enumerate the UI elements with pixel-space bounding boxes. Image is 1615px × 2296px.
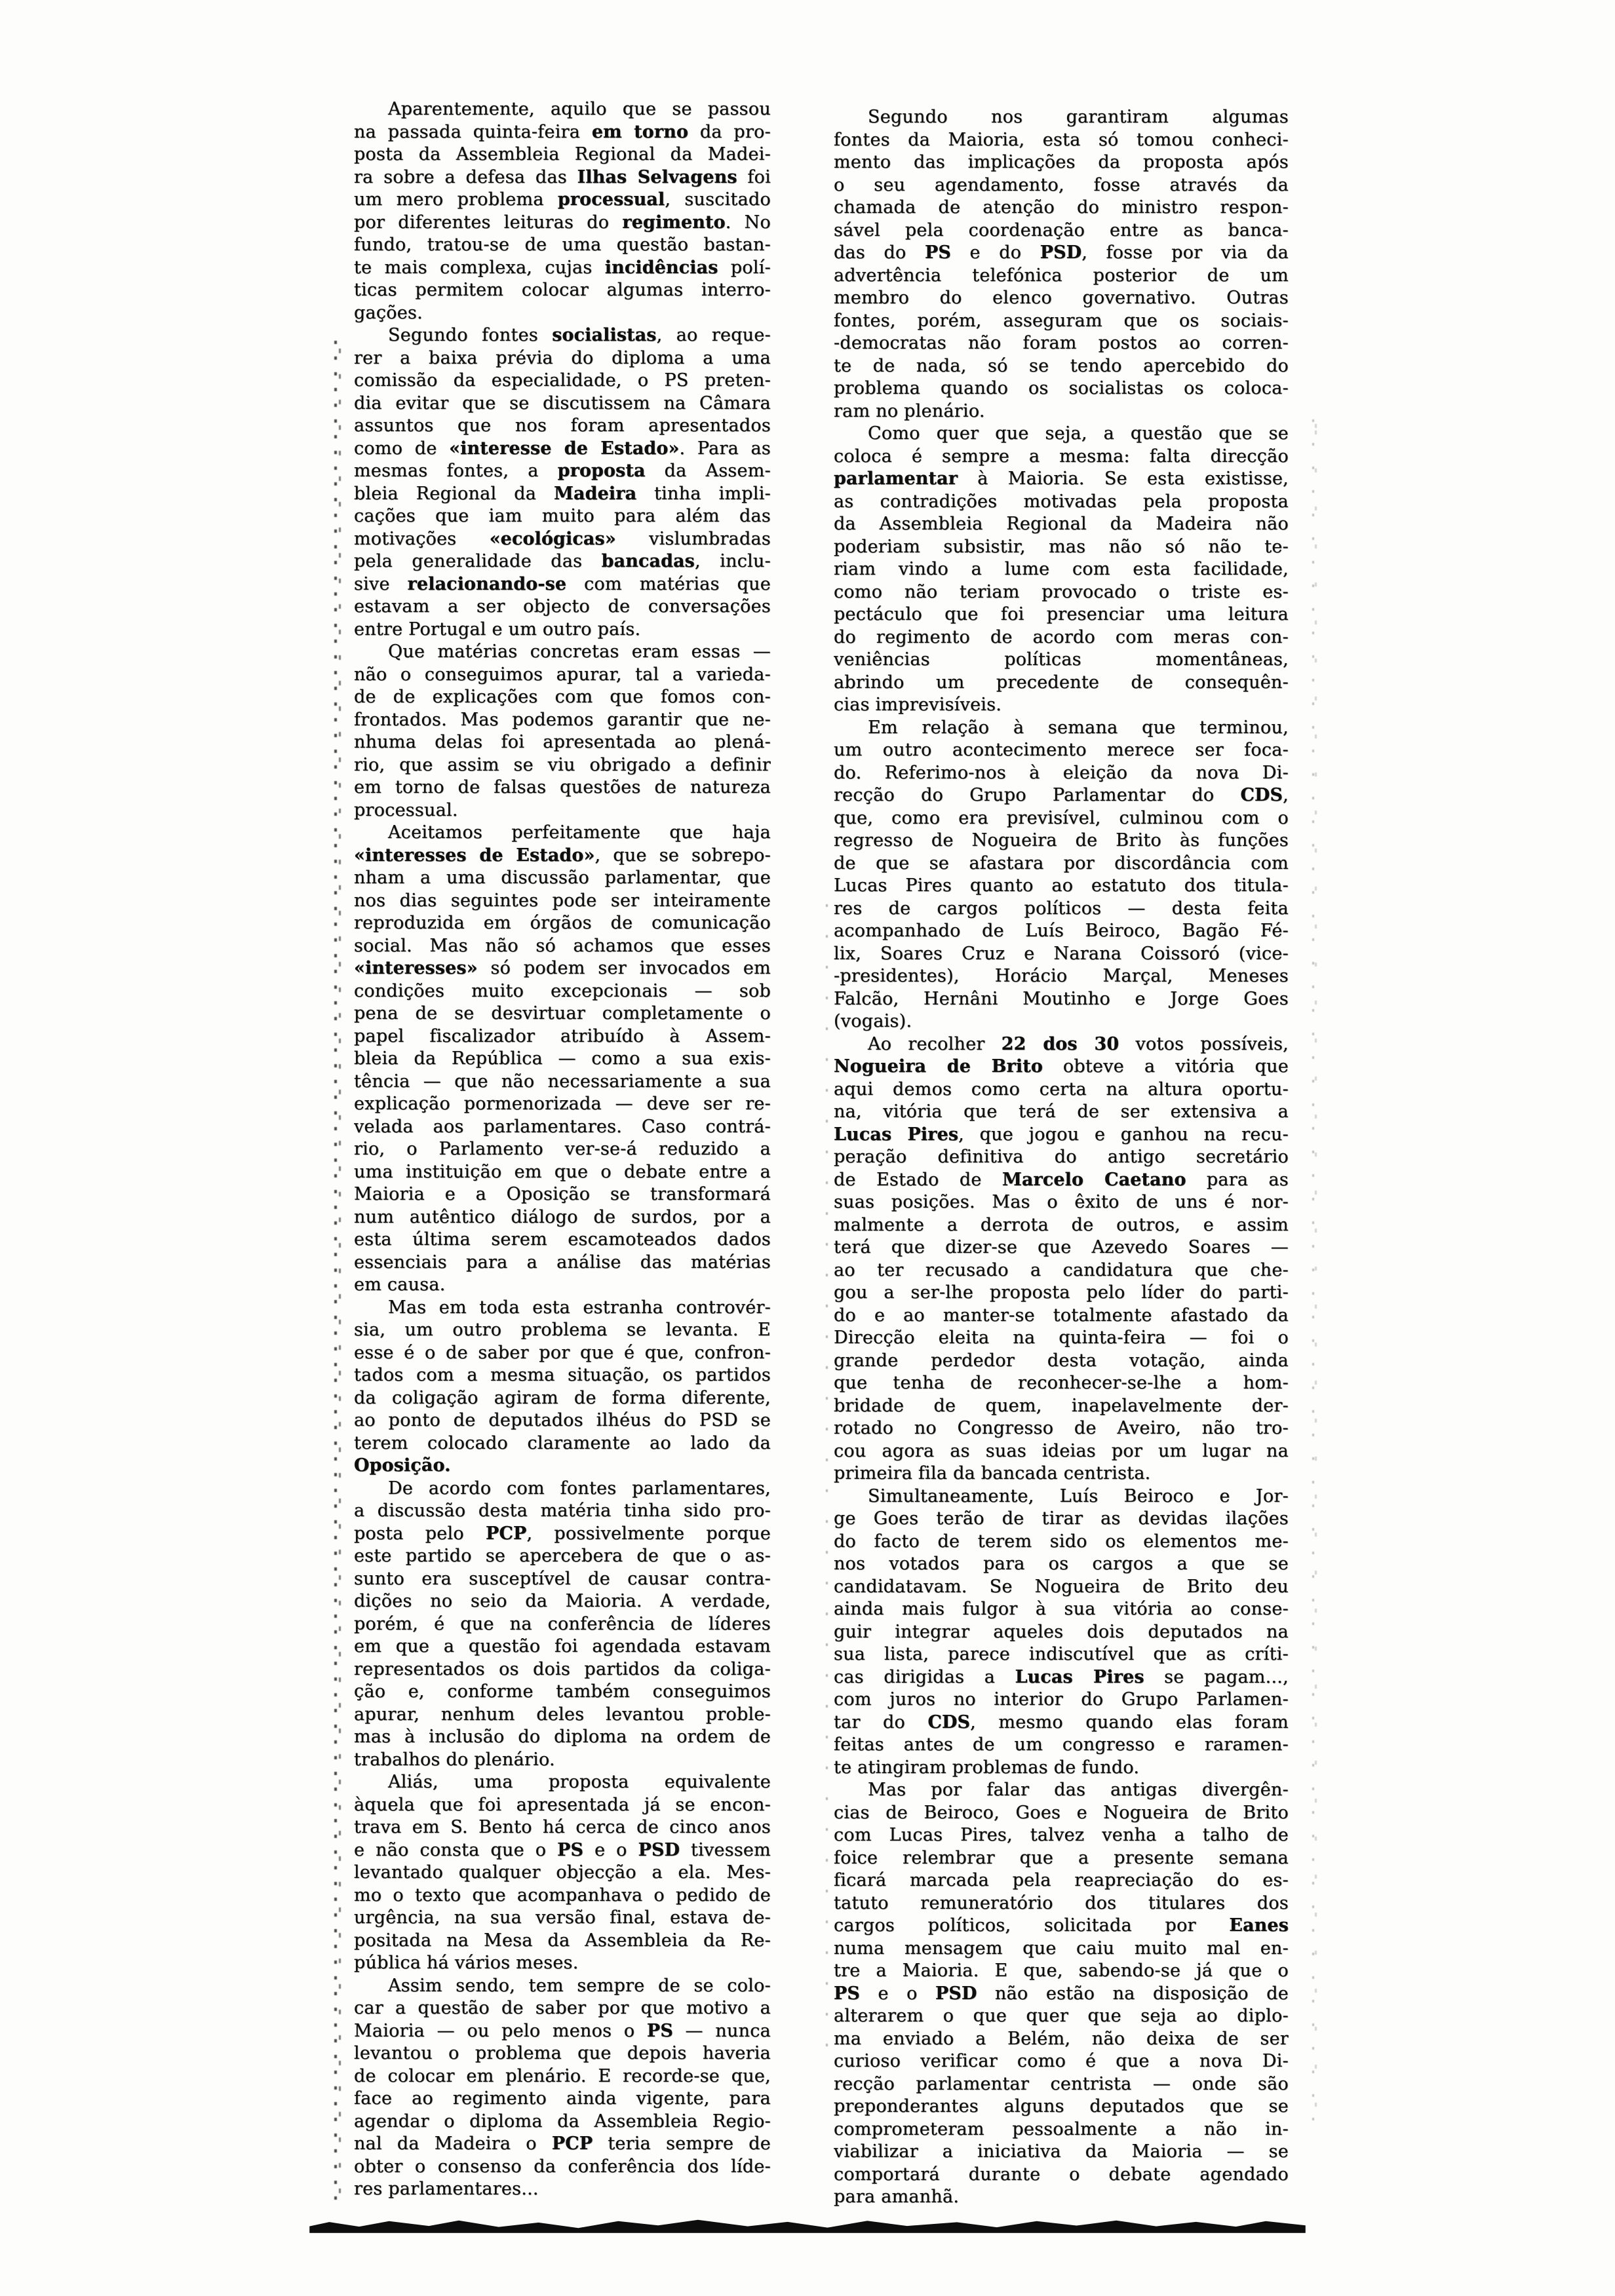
text-line: nhuma delas foi apresentada ao plená- xyxy=(354,732,771,752)
text-line: comissão da especialidade, o PS preten- xyxy=(354,370,771,391)
text-line: cias de Beiroco, Goes e Nogueira de Brito xyxy=(834,1802,1289,1823)
text-line: de Estado de Marcelo Caetano para as xyxy=(834,1169,1289,1190)
text-line: Aliás, uma proposta equivalente xyxy=(388,1772,771,1792)
text-line: «interesses» só podem ser invocados em xyxy=(354,958,771,978)
scan-noise-gutter xyxy=(826,904,830,2057)
text-line: posta pelo PCP, possivelmente porque xyxy=(354,1523,771,1544)
text-line: Que matérias concretas eram essas — xyxy=(388,641,771,662)
text-line: entre Portugal e um outro país. xyxy=(354,619,641,640)
text-line: ção e, conforme também conseguimos xyxy=(354,1681,771,1702)
text-line: na passada quinta-feira em torno da pro- xyxy=(354,121,771,142)
text-line: que tenha de reconhecer-se-lhe a hom- xyxy=(834,1373,1289,1393)
text-line: te mais complexa, cujas incidências polí- xyxy=(354,257,771,278)
text-line: aqui demos como certa na altura oportu- xyxy=(834,1079,1289,1100)
text-line: gações. xyxy=(354,302,423,323)
text-line: problema quando os socialistas os coloca- xyxy=(834,378,1289,398)
paragraph xyxy=(834,1485,1289,1780)
text-line: fontes, porém, asseguram que os sociais- xyxy=(834,310,1289,331)
text-line: comprometeram pessoalmente a não in- xyxy=(834,2118,1289,2139)
text-line: social. Mas não só achamos que esses xyxy=(354,935,771,956)
text-line: acompanhado de Luís Beiroco, Bagão Fé- xyxy=(834,921,1289,941)
text-line: por diferentes leituras do regimento. No xyxy=(354,212,771,233)
text-line: Segundo fontes socialistas, ao reque- xyxy=(388,325,771,345)
text-line: face ao regimento ainda vigente, para xyxy=(354,2088,771,2109)
text-line: ram no plenário. xyxy=(834,400,985,421)
text-line: a discussão desta matéria tinha sido pro- xyxy=(354,1501,771,1521)
text-line: riam vindo a lume com esta facilidade, xyxy=(834,559,1289,579)
text-line: membro do elenco governativo. Outras xyxy=(834,288,1289,308)
text-line: te de nada, só se tendo apercebido do xyxy=(834,355,1289,376)
text-line: àquela que foi apresentada já se encon- xyxy=(354,1794,771,1815)
text-line: da coligação agiram de forma diferente, xyxy=(354,1387,771,1408)
text-line: lix, Soares Cruz e Narana Coissoró (vice- xyxy=(834,943,1289,964)
text-line: com Lucas Pires, talvez venha a talho de xyxy=(834,1825,1289,1845)
text-line: Em relação à semana que terminou, xyxy=(868,717,1289,738)
text-line: sua lista, parece indiscutível que as críti- xyxy=(834,1644,1289,1664)
paragraph xyxy=(834,1033,1289,1485)
text-line: do. Referimo-nos à eleição da nova Di- xyxy=(834,762,1289,783)
text-line: pena de se desvirtuar completamente o xyxy=(354,1003,771,1024)
text-line: nos votados para os cargos a que se xyxy=(834,1554,1289,1574)
text-line: De acordo com fontes parlamentares, xyxy=(388,1478,771,1499)
text-line: ra sobre a defesa das Ilhas Selvagens foi xyxy=(354,166,771,187)
text-line: veniências políticas momentâneas, xyxy=(834,649,1289,670)
text-line: PS e o PSD não estão na disposição de xyxy=(834,1983,1289,2004)
text-line: -democratas não foram postos ao corren- xyxy=(834,333,1289,353)
text-line: mo o texto que acompanhava o pedido de xyxy=(354,1885,771,1905)
text-line: o seu agendamento, fosse através da xyxy=(834,174,1289,195)
text-line: motivações «ecológicas» vislumbradas xyxy=(354,528,771,549)
text-line: posta da Assembleia Regional da Madei- xyxy=(354,144,771,164)
paragraph xyxy=(354,1975,771,2201)
text-line: como não teriam provocado o triste es- xyxy=(834,581,1289,602)
text-line: trabalhos do plenário. xyxy=(354,1749,555,1770)
paragraph xyxy=(354,1478,771,1772)
text-line: Como quer que seja, a questão que se xyxy=(868,423,1289,444)
text-line: Simultaneamente, Luís Beiroco e Jor- xyxy=(868,1485,1289,1506)
text-line: peração definitiva do antigo secretário xyxy=(834,1147,1289,1167)
text-line: cações que iam muito para além das xyxy=(354,506,771,526)
text-line: sia, um outro problema se levanta. E xyxy=(354,1320,771,1340)
text-line: Ao recolher 22 dos 30 votos possíveis, xyxy=(868,1033,1289,1054)
text-line: levantou o problema que depois haveria xyxy=(354,2043,771,2063)
text-line: nal da Madeira o PCP teria sempre de xyxy=(354,2133,771,2154)
text-line: bleia Regional da Madeira tinha impli- xyxy=(354,483,771,504)
text-line: reproduzida em órgãos de comunicação xyxy=(354,913,771,933)
text-line: Assim sendo, tem sempre de se colo- xyxy=(388,1975,771,1996)
scan-noise-left-margin xyxy=(334,341,341,2202)
text-line: rio, que assim se viu obrigado a definir xyxy=(354,754,771,775)
text-line: sive relacionando-se com matérias que xyxy=(354,573,771,594)
text-line: preponderantes alguns deputados que se xyxy=(834,2096,1289,2116)
text-line: gou a ser-lhe proposta pelo líder do parti- xyxy=(834,1282,1289,1303)
text-line: em que a questão foi agendada estavam xyxy=(354,1636,771,1656)
text-line: de de explicações com que fomos con- xyxy=(354,687,771,707)
text-line: res parlamentares... xyxy=(354,2179,539,2199)
text-line: apurar, nenhum deles levantou proble- xyxy=(354,1704,771,1725)
text-line: cas dirigidas a Lucas Pires se pagam..., xyxy=(834,1666,1289,1687)
paragraph xyxy=(354,1771,771,1975)
text-line: te atingiram problemas de fundo. xyxy=(834,1757,1140,1778)
text-line: condições muito excepcionais — sob xyxy=(354,980,771,1001)
text-line: que, como era previsível, culminou com o xyxy=(834,807,1289,828)
text-line: este partido se apercebera de que o as- xyxy=(354,1546,771,1566)
text-line: foice relembrar que a presente semana xyxy=(834,1847,1289,1868)
text-line: Aceitamos perfeitamente que haja xyxy=(388,822,771,843)
text-line: comportará durante o debate agendado xyxy=(834,2164,1289,2185)
text-line: Oposição. xyxy=(354,1455,451,1476)
text-line: urgência, na sua versão final, estava de- xyxy=(354,1907,771,1928)
paragraph xyxy=(354,324,771,641)
text-line: representados os dois partidos da coliga- xyxy=(354,1658,771,1679)
article-column-left xyxy=(354,98,771,2201)
paragraph xyxy=(834,106,1289,423)
text-line: com juros no interior do Grupo Parlamen- xyxy=(834,1689,1289,1710)
text-line: como de «interesse de Estado». Para as xyxy=(354,438,771,459)
text-line: abrindo um precedente de consequên- xyxy=(834,672,1289,693)
text-line: Direcção eleita na quinta-feira — foi o xyxy=(834,1328,1289,1348)
text-line: ma enviado a Belém, não deixa de ser xyxy=(834,2028,1289,2049)
text-line: as contradições motivadas pela proposta xyxy=(834,491,1289,512)
text-line: terá que dizer-se que Azevedo Soares — xyxy=(834,1237,1289,1257)
text-line: regresso de Nogueira de Brito às funções xyxy=(834,830,1289,851)
text-line: mesmas fontes, a proposta da Assem- xyxy=(354,461,771,481)
text-line: da Assembleia Regional da Madeira não xyxy=(834,514,1289,534)
text-line: tar do CDS, mesmo quando elas foram xyxy=(834,1712,1289,1732)
text-line: para amanhã. xyxy=(834,2187,960,2207)
scan-torn-rule xyxy=(309,2216,1306,2233)
text-line: esta última serem escamoteados dados xyxy=(354,1229,771,1250)
text-line: recção do Grupo Parlamentar do CDS, xyxy=(834,785,1289,805)
paragraph xyxy=(354,641,771,822)
text-line: cias imprevisíveis. xyxy=(834,695,1002,715)
text-line: uma instituição em que o debate entre a xyxy=(354,1161,771,1182)
text-line: pectáculo que foi presenciar uma leitura xyxy=(834,604,1289,624)
text-line: dições no seio da Maioria. A verdade, xyxy=(354,1591,771,1611)
text-line: «interesses de Estado», que se sobrepo- xyxy=(354,845,771,866)
text-line: rer a baixa prévia do diploma a uma xyxy=(354,347,771,368)
text-line: num autêntico diálogo de surdos, por a xyxy=(354,1206,771,1227)
text-line: cou agora as suas ideias por um lugar na xyxy=(834,1440,1289,1461)
text-line: um mero problema processual, suscitado xyxy=(354,189,771,210)
text-line: advertência telefónica posterior de um xyxy=(834,265,1289,286)
text-line: papel fiscalizador atribuído à Assem- xyxy=(354,1025,771,1046)
text-line: curioso verificar como é que a nova Di- xyxy=(834,2051,1289,2071)
text-line: cargos políticos, solicitada por Eanes xyxy=(834,1915,1289,1936)
paragraph xyxy=(354,822,771,1297)
text-line: do facto de terem sido os elementos me- xyxy=(834,1531,1289,1552)
text-line: primeira fila da bancada centrista. xyxy=(834,1463,1151,1483)
text-line: ao ter recusado a candidatura que che- xyxy=(834,1259,1289,1280)
text-line: agendar o diploma da Assembleia Regio- xyxy=(354,2111,771,2132)
text-line: Mas por falar das antigas divergên- xyxy=(868,1780,1289,1800)
paragraph xyxy=(834,423,1289,717)
text-line: malmente a derrota de outros, e assim xyxy=(834,1214,1289,1235)
text-line: bridade de quem, inapelavelmente der- xyxy=(834,1395,1289,1416)
text-line: tre a Maioria. E que, sabendo-se já que o xyxy=(834,1961,1289,1981)
text-line: obter o consenso da conferência dos líde- xyxy=(354,2156,771,2177)
text-line: car a questão de saber por que motivo a xyxy=(354,1998,771,2018)
paragraph xyxy=(354,98,771,324)
article-column-right xyxy=(834,106,1289,2209)
text-line: rotado no Congresso de Aveiro, não tro- xyxy=(834,1418,1289,1438)
text-line: sável pela coordenação entre as banca- xyxy=(834,220,1289,240)
paragraph xyxy=(834,717,1289,1033)
text-line: Segundo nos garantiram algumas xyxy=(868,107,1289,127)
text-line: Maioria e a Oposição se transformará xyxy=(354,1184,771,1204)
text-line: parlamentar à Maioria. Se esta existisse, xyxy=(834,469,1289,489)
text-line: ao ponto de deputados ilhéus do PSD se xyxy=(354,1410,771,1430)
text-line: em torno de falsas questões de natureza xyxy=(354,777,771,797)
text-line: assuntos que nos foram apresentados xyxy=(354,415,771,436)
text-line: do regimento de acordo com meras con- xyxy=(834,626,1289,647)
text-line: processual. xyxy=(354,799,458,820)
text-line: pública há vários meses. xyxy=(354,1953,579,1973)
text-line: das do PS e do PSD, fosse por via da xyxy=(834,242,1289,263)
text-line: candidatavam. Se Nogueira de Brito deu xyxy=(834,1576,1289,1597)
text-line: alterarem o que quer que seja ao diplo- xyxy=(834,2006,1289,2026)
text-line: ficará marcada pela reapreciação do es- xyxy=(834,1870,1289,1890)
text-line: Lucas Pires, que jogou e ganhou na recu- xyxy=(834,1124,1289,1145)
text-line: dia evitar que se discutissem na Câmara xyxy=(354,392,771,413)
text-line: Mas em toda esta estranha controvér- xyxy=(388,1297,771,1318)
paragraph xyxy=(834,1779,1289,2209)
text-line: numa mensagem que caiu muito mal en- xyxy=(834,1938,1289,1959)
text-line: sunto era susceptível de causar contra- xyxy=(354,1568,771,1589)
text-line: frontados. Mas podemos garantir que ne- xyxy=(354,709,771,730)
text-line: na, vitória que terá de ser extensiva a xyxy=(834,1101,1289,1122)
text-line: guir integrar aqueles dois deputados na xyxy=(834,1621,1289,1642)
text-line: bleia da República — como a sua exis- xyxy=(354,1048,771,1069)
text-line: (vogais). xyxy=(834,1011,912,1031)
text-line: tatuto remuneratório dos titulares dos xyxy=(834,1892,1289,1913)
text-line: trava em S. Bento há cerca de cinco anos xyxy=(354,1817,771,1837)
paragraph xyxy=(354,1297,771,1478)
text-line: em causa. xyxy=(354,1274,446,1295)
text-line: Nogueira de Brito obteve a vitória que xyxy=(834,1056,1289,1077)
text-line: chamada de atenção do ministro respon- xyxy=(834,197,1289,218)
text-line: e não consta que o PS e o PSD tivessem xyxy=(354,1839,771,1860)
text-line: Falcão, Hernâni Moutinho e Jorge Goes xyxy=(834,988,1289,1009)
text-line: tência — que não necessariamente a sua xyxy=(354,1071,771,1092)
text-line: de colocar em plenário. E recorde-se que, xyxy=(354,2065,771,2086)
text-line: Maioria — ou pelo menos o PS — nunca xyxy=(354,2020,771,2041)
text-line: poderiam subsistir, mas não só não te- xyxy=(834,536,1289,557)
text-line: do e ao manter-se totalmente afastado da xyxy=(834,1305,1289,1326)
text-line: Aparentemente, aquilo que se passou xyxy=(388,99,771,119)
text-line: um outro acontecimento merece ser foca- xyxy=(834,740,1289,760)
text-line: esse é o de saber por que é que, confron- xyxy=(354,1342,771,1363)
text-line: positada na Mesa da Assembleia da Re- xyxy=(354,1930,771,1951)
text-line: nos dias seguintes pode ser inteiramente xyxy=(354,890,771,911)
text-line: levantado qualquer objecção a ela. Mes- xyxy=(354,1862,771,1883)
text-line: ge Goes terão de tirar as devidas ilações xyxy=(834,1508,1289,1529)
text-line: tados com a mesma situação, os partidos xyxy=(354,1365,771,1385)
text-line: rio, o Parlamento ver-se-á reduzido a xyxy=(354,1139,771,1159)
text-line: fontes da Maioria, esta só tomou conheci- xyxy=(834,129,1289,150)
text-line: viabilizar a iniciativa da Maioria — se xyxy=(834,2141,1289,2162)
text-line: estavam a ser objecto de conversações xyxy=(354,596,771,617)
text-line: explicação pormenorizada — deve ser re- xyxy=(354,1094,771,1114)
text-line: grande perdedor desta votação, ainda xyxy=(834,1350,1289,1371)
text-line: mento das implicações da proposta após xyxy=(834,152,1289,172)
text-line: mas à inclusão do diploma na ordem de xyxy=(354,1727,771,1747)
text-line: feitas antes de um congresso e raramen- xyxy=(834,1734,1289,1755)
text-line: suas posições. Mas o êxito de uns é nor- xyxy=(834,1192,1289,1212)
text-line: ticas permitem colocar algumas interro- xyxy=(354,280,771,300)
text-line: nham a uma discussão parlamentar, que xyxy=(354,868,771,888)
text-line: -presidentes), Horácio Marçal, Meneses xyxy=(834,966,1289,986)
text-line: ainda mais fulgor à sua vitória ao conse- xyxy=(834,1599,1289,1619)
text-line: terem colocado claramente ao lado da xyxy=(354,1432,771,1453)
scan-noise-right-margin xyxy=(1312,419,1317,2136)
text-line: recção parlamentar centrista — onde são xyxy=(834,2073,1289,2094)
text-line: velada aos parlamentares. Caso contrá- xyxy=(354,1116,771,1137)
text-line: fundo, tratou-se de uma questão bastan- xyxy=(354,235,771,255)
text-line: res de cargos políticos — desta feita xyxy=(834,898,1289,919)
text-line: Lucas Pires quanto ao estatuto dos titula- xyxy=(834,875,1289,896)
text-line: de que se afastara por discordância com xyxy=(834,852,1289,873)
text-line: porém, é que na conferência de líderes xyxy=(354,1613,771,1634)
text-line: pela generalidade das bancadas, inclu- xyxy=(354,551,771,571)
text-line: essenciais para a análise das matérias xyxy=(354,1252,771,1272)
text-line: não o conseguimos apurar, tal a varieda- xyxy=(354,664,771,685)
text-line: coloca é sempre a mesma: falta direcção xyxy=(834,446,1289,467)
